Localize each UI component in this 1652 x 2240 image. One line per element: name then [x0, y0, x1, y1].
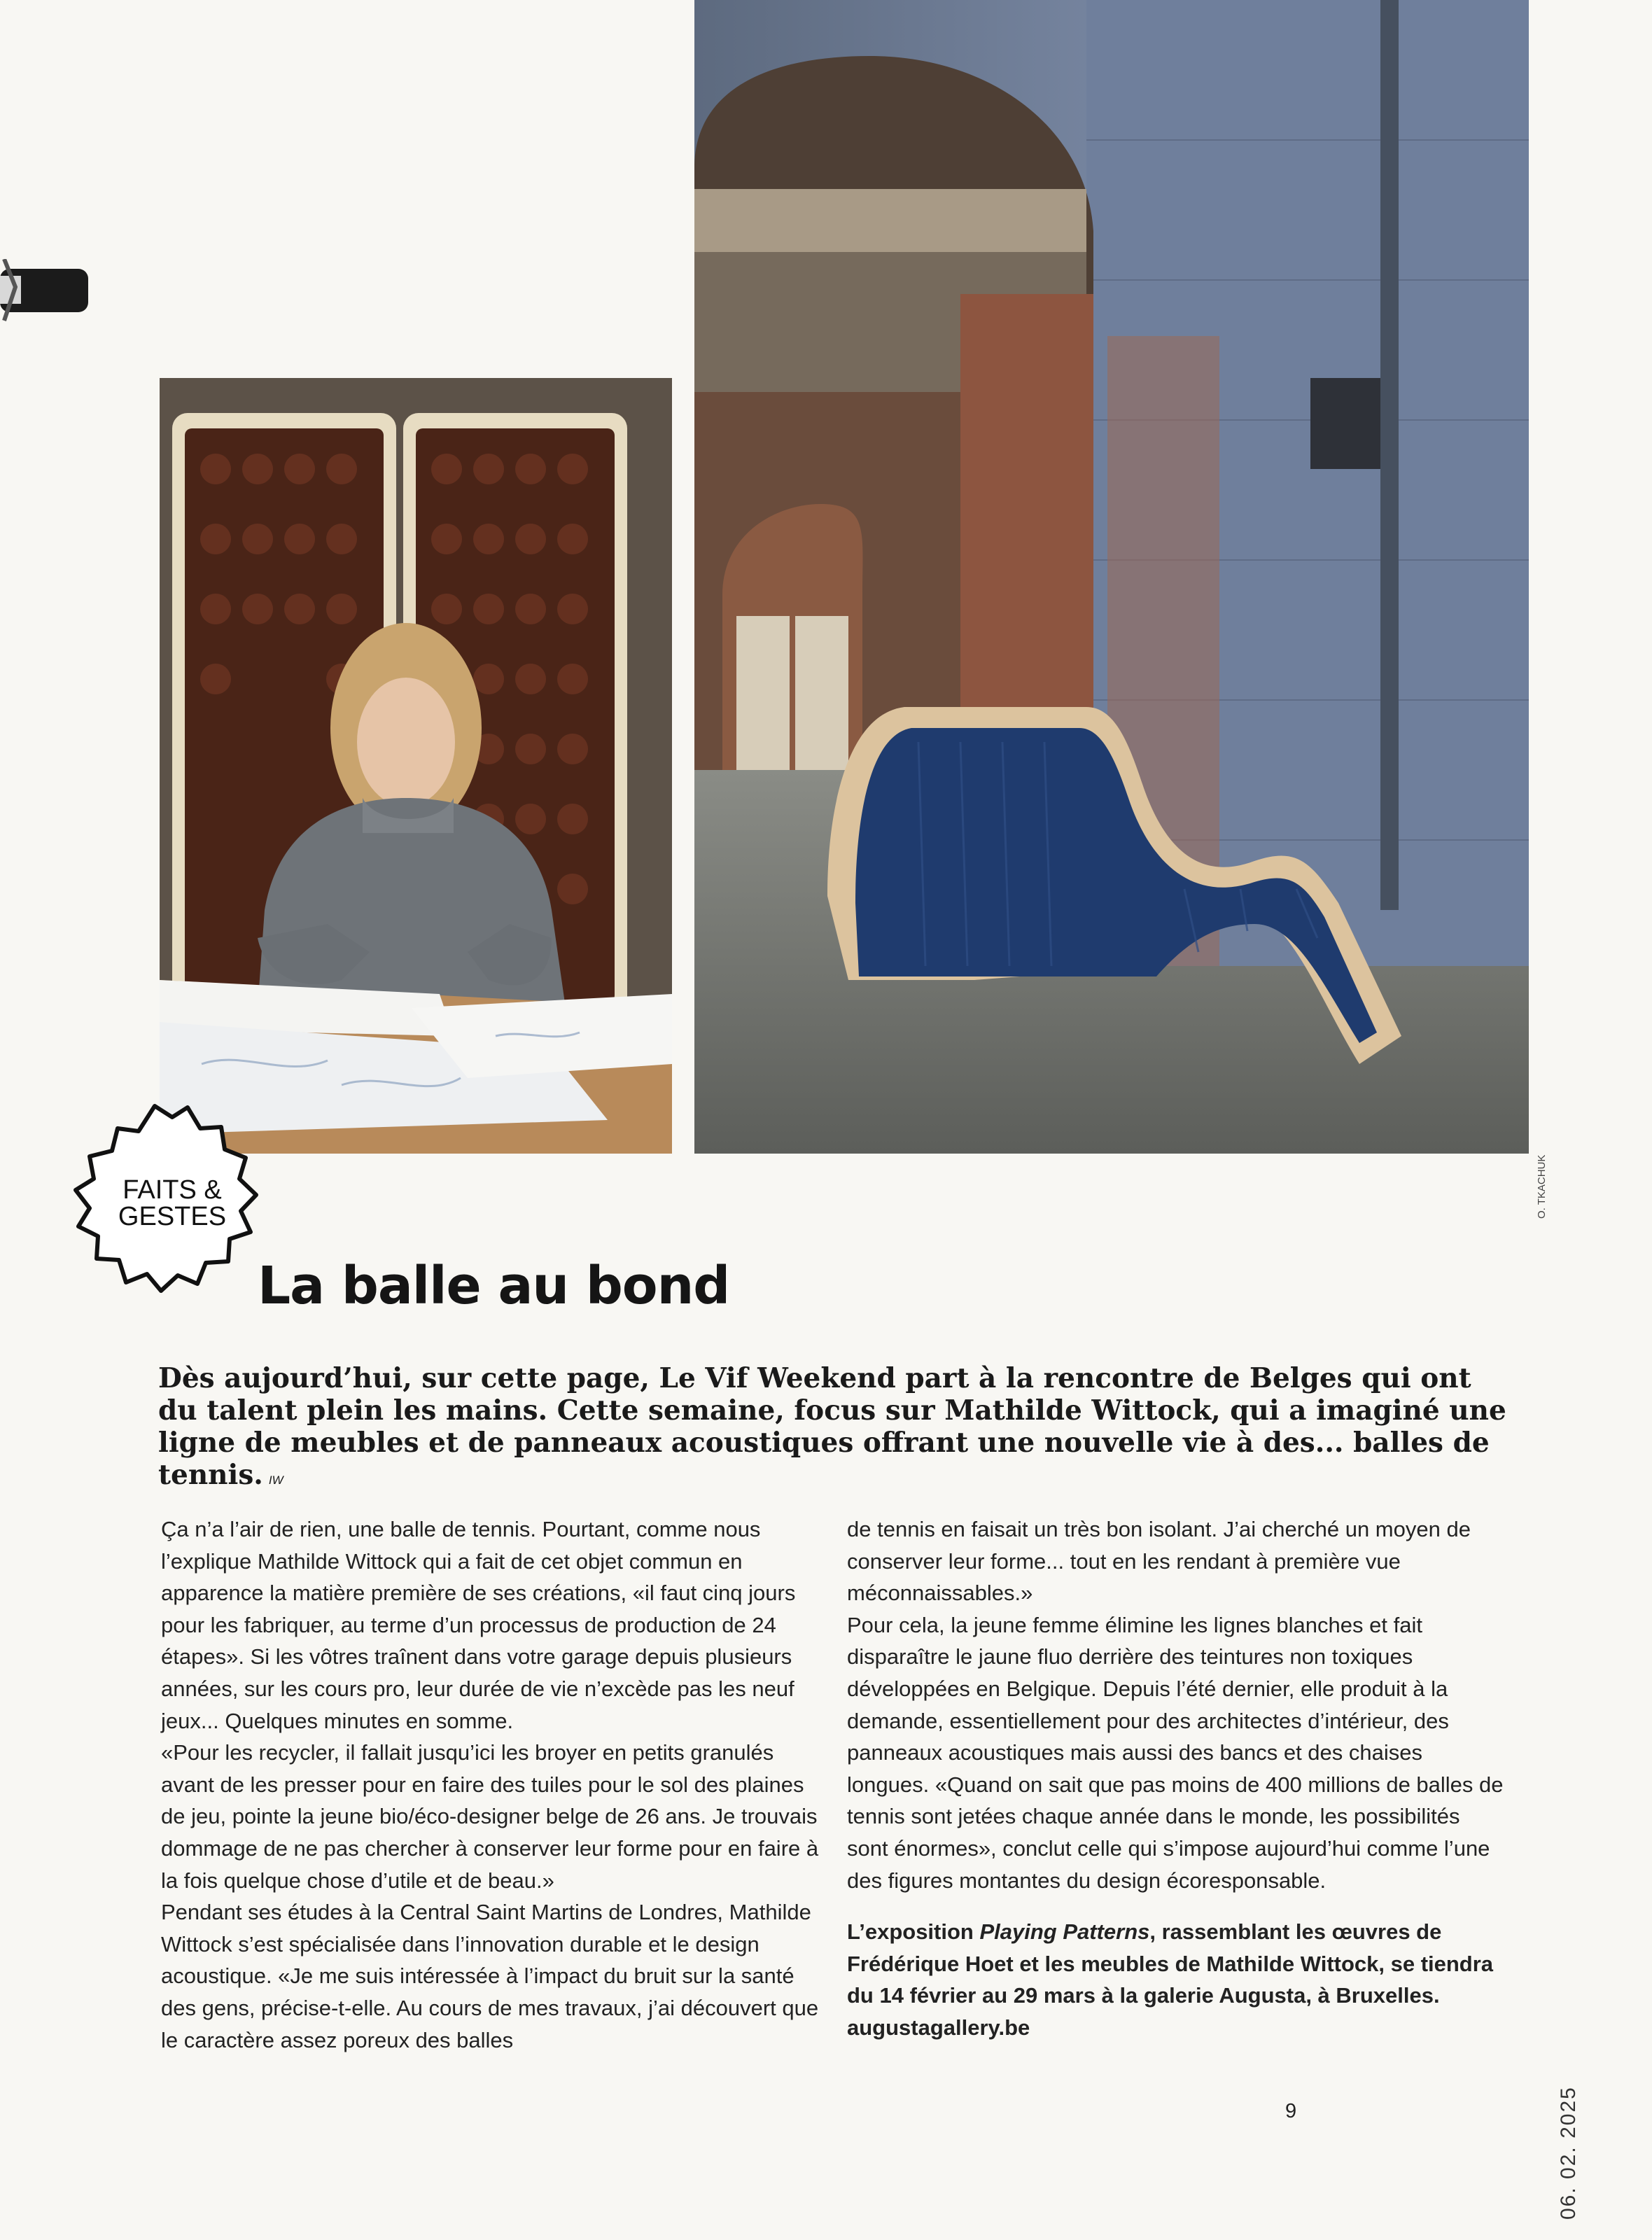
chaise-longue-photo [694, 0, 1529, 1154]
photo-credit [1532, 1155, 1553, 1239]
body-column-1 [161, 1513, 819, 2056]
body-paragraph: Pendant ses études à la Central Saint Martins de Londres, Mathilde Wittock s’est spécialisée dans l’innovation durable et le design acoustique. «Je me suis intéressée à l’impact du bruit sur la santé des gens, précise-t-elle. Au cours de mes travaux, j’ai découvert que le caractère assez poreux des balles [161, 1900, 819, 2052]
body-paragraph: Pour cela, la jeune femme élimine les lignes blanches et fait disparaître le jaune fluo derrière des teintures non toxiques développées en Belgique. Depuis l’été dernier, elle produit à la demande, essentiellement pour des architectes d’intérieur, des panneaux acoustiques mais aussi des bancs et des chaises longues. «Quand on sait que pas moins de 400 millions de balles de tennis sont jetées chaque année dans le monde, les possibilités sont énormes», conclut celle qui s’impose aujourd’hui comme l’une des figures montantes du design écoresponsable. [847, 1612, 1504, 1893]
exhibition-title: Playing Patterns [979, 1919, 1150, 1945]
body-paragraph: Ça n’a l’air de rien, une balle de tennis. Pourtant, comme nous l’explique Mathilde Wittock qui a fait de cet objet commun en apparence la matière première de ses créations, «il faut cinq jours pour les fabriquer, au terme d’un processus de production de 24 étapes». Si les vôtres traînent dans votre garage depuis plusieurs années, sur les cours pro, leur durée de vie n’excède pas les neuf jeux... Quelques minutes en somme. [161, 1517, 796, 1733]
exhibition-prefix: L’exposition [847, 1919, 980, 1945]
binder-clip [0, 259, 91, 329]
page-number: 9 [1285, 2100, 1297, 2122]
issue-date [1557, 2086, 1585, 2240]
faits-gestes-gear-icon [67, 1100, 270, 1303]
designer-photo [160, 378, 672, 1154]
body-column-2 [847, 1513, 1505, 2044]
exhibition-info [847, 1916, 1505, 2043]
article-intro [158, 1362, 1509, 1497]
body-paragraph: «Pour les recycler, il fallait jusqu’ici les broyer en petits granulés avant de les presser pour en faire des tuiles pour le sol des plaines de jeu, pointe la jeune bio/éco-designer belge de 26 ans. Je trouvais dommage de ne pas chercher à conserver leur forme pour en faire à la fois quelque chose d’utile et de beau.» [161, 1740, 819, 1893]
badge-line-2: GESTES [118, 1202, 227, 1231]
exhibition-details: , rassemblant les œuvres de Frédérique Hoet et les meubles de Mathilde Wittock, se tiendra du 14 février au 29 mars à la galerie Augusta, à Bruxelles. augustagallery.be [847, 1919, 1494, 2040]
issue-date-text: 06. 02. 2025 [1557, 2086, 1580, 2220]
badge-line-1: FAITS & [122, 1175, 222, 1205]
photo-credit-text: O. TKACHUK [1536, 1154, 1548, 1219]
intro-text: Dès aujourd’hui, sur cette page, Le Vif Weekend part à la rencontre de Belges qui ont du talent plein les mains. Cette semaine, focus sur Mathilde Wittock, qui a imaginé une ligne de meubles et de panneaux acoustiques offrant une nouvelle vie à des... balles de tennis. [158, 1362, 1506, 1491]
body-paragraph: de tennis en faisait un très bon isolant. J’ai cherché un moyen de conserver leur forme... tout en les rendant à première vue méconnaissables.» [847, 1517, 1471, 1606]
intro-signature: IW [268, 1474, 284, 1487]
article-headline: La balle au bond [258, 1256, 730, 1316]
